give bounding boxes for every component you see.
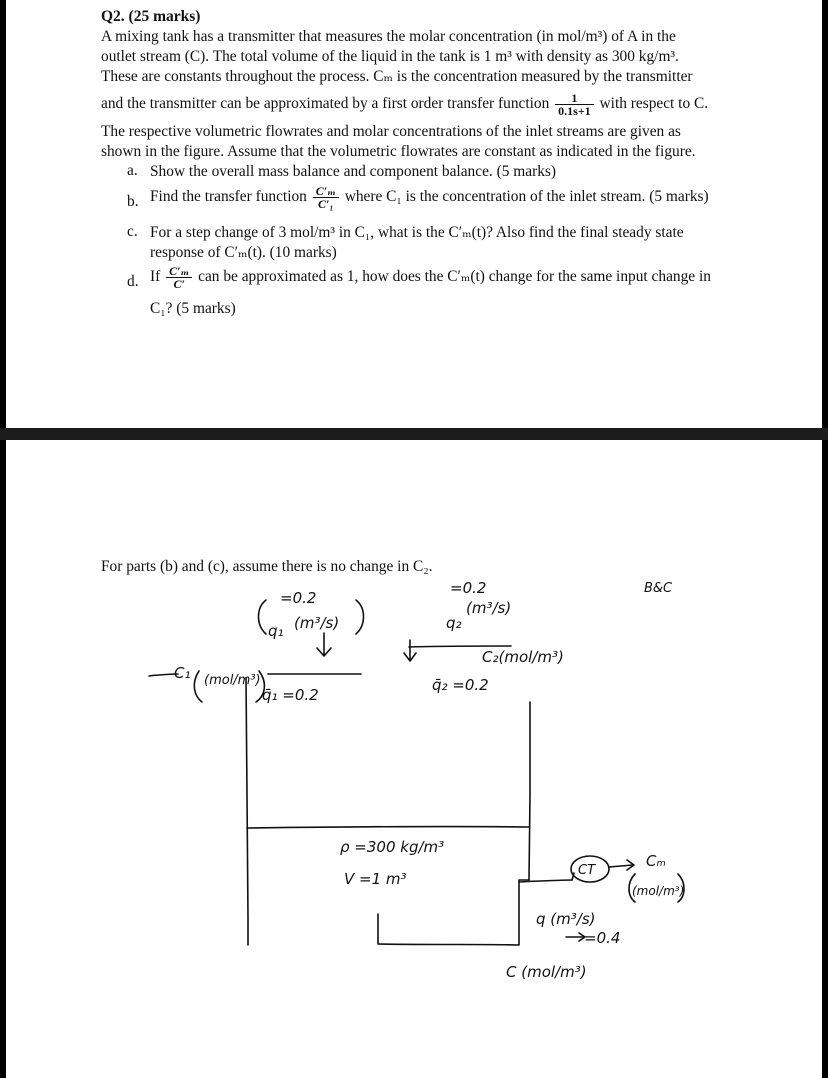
outlet-conc: C (mol/m³) [506,963,587,981]
flow-line-1: The respective volumetric flowrates and molar concentrations of the inlet streams are given as [101,123,681,140]
figure-page [6,440,822,1078]
inlet-1-unit: (m³/s) [294,614,340,632]
inlet-1-value: =0.2 [280,589,317,607]
inlet-2-unit: (m³/s) [466,599,512,617]
ct-output-arrow [609,865,633,867]
inlet-2-value: =0.2 [450,579,487,597]
tank-left-wall [246,678,248,945]
part-b-after: where C₁ is the concentration of the inlet stream. (5 marks) [344,188,709,206]
part-b-before: Find the transfer function [150,188,307,206]
outlet-value: =0.4 [584,929,621,947]
intro-line-3: These are constants throughout the process. Cₘ is the concentration measured by the transmitter [101,68,693,85]
inlet-1-bar: q̄₁ =0.2 [262,686,319,704]
inlet-2-line [409,646,511,647]
tf-denominator: 0.1s+1 [558,104,591,118]
c1-paren-left [194,671,202,702]
part-b-frac-num: C′ₘ [313,185,339,198]
tank-density: ρ =300 kg/m³ [340,838,445,856]
tf-line-before: and the transmitter can be approximated by a first order transfer function [101,95,550,113]
inlet-1-conc-unit: (mol/m³) [204,673,261,688]
inlet-1-conc: C₁ [174,664,191,682]
part-b-fraction [313,185,339,210]
inlet-2-bar: q̄₂ =0.2 [432,676,489,694]
figure-assumption: For parts (b) and (c), assume there is no change in C₂. [101,558,433,575]
page-divider [0,428,828,440]
tank-volume: V =1 m³ [344,870,407,888]
part-d-frac-den: C′ [173,277,185,291]
transfer-function-line [101,92,708,117]
part-b-text [150,185,709,210]
part-c-line-1: For a step change of 3 mol/m³ in C₁, what is the C′ₘ(t)? Also find the final steady state [150,224,684,241]
part-a-label: a. [127,162,138,179]
part-d-before: If [150,268,161,286]
part-a-text: Show the overall mass balance and component balance. (5 marks) [150,163,557,180]
part-b-label: b. [127,193,139,210]
note-bc: B&C [644,581,673,596]
tank-right-wall [529,702,530,880]
question-page [6,0,822,428]
part-d-after: can be approximated as 1, how does the C′ₘ(t) change for the same input change in [198,268,711,286]
part-d-label: d. [127,273,139,290]
tf-numerator: 1 [555,92,594,105]
inlet-2-conc: C₂(mol/m³) [482,648,564,666]
outlet-flow: q (m³/s) [536,910,596,928]
part-b-frac-den: C′₁ [318,197,334,211]
inlet-1-flow: q₁ [268,622,284,640]
intro-line-2: outlet stream (C). The total volume of the liquid in the tank is 1 m³ with density as 300 kg/m³. [101,48,679,65]
intro-line-1: A mixing tank has a transmitter that measures the molar concentration (in mol/m³) of A in the [101,28,676,45]
part-d-fraction [166,265,192,290]
part-c-line-2: response of C′ₘ(t). (10 marks) [150,244,337,261]
inlet-2-flow: q₂ [446,614,462,632]
flow-line-2: shown in the figure. Assume that the volumetric flowrates are constant as indicated in the figure. [101,143,696,160]
part-d-line-1 [150,265,711,290]
ct-output: Cₘ [646,852,666,870]
part-c-label: c. [127,223,138,240]
liquid-level [247,827,529,828]
inlet-1-paren-right [356,600,364,634]
ct-label: CT [578,863,596,878]
mixing-tank-sketch [6,440,822,1078]
ct-output-unit: (mol/m³) [632,884,685,898]
inlet-1-paren-left [259,600,267,634]
tf-line-after: with respect to C. [599,95,709,113]
part-d-line-2: C₁? (5 marks) [150,300,236,317]
part-d-frac-num: C′ₘ [166,265,192,278]
transmitter-transfer-function [555,92,594,117]
question-title: Q2. (25 marks) [101,8,201,25]
outlet-pipe [378,880,519,945]
